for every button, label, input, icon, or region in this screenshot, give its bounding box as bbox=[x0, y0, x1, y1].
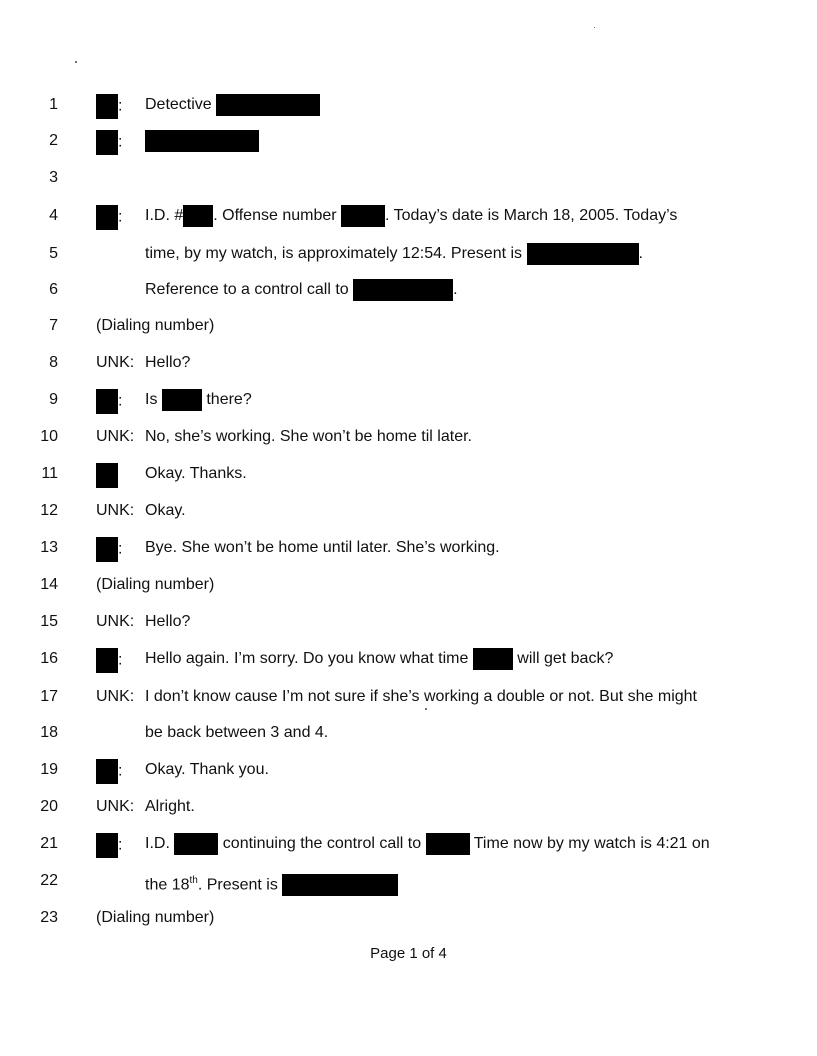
line-text: Okay. Thank you. bbox=[145, 761, 269, 778]
transcript-line bbox=[0, 389, 817, 411]
transcript-line bbox=[0, 870, 817, 892]
line-text: Okay. bbox=[145, 502, 186, 519]
transcript-line bbox=[0, 722, 817, 744]
line-number: 9 bbox=[49, 391, 58, 408]
transcript-line bbox=[0, 426, 817, 448]
redaction-box bbox=[96, 833, 118, 858]
redaction-box bbox=[96, 648, 118, 673]
speaker: UNK: bbox=[96, 798, 135, 815]
line-number: 4 bbox=[49, 207, 58, 224]
transcript-line bbox=[0, 648, 817, 670]
redaction-box bbox=[96, 205, 118, 230]
line-number: 5 bbox=[49, 245, 58, 262]
line-text: No, she’s working. She won’t be home til later. bbox=[145, 428, 472, 445]
redaction-box bbox=[282, 874, 398, 896]
line-text: Bye. She won’t be home until later. She’s working. bbox=[145, 539, 500, 556]
redaction-box bbox=[145, 130, 259, 152]
speaker: : bbox=[96, 833, 122, 858]
line-number: 8 bbox=[49, 354, 58, 371]
line-number: 13 bbox=[40, 539, 58, 556]
line-number: 19 bbox=[40, 761, 58, 778]
line-text: Is there? bbox=[145, 389, 252, 411]
speaker: UNK: bbox=[96, 354, 135, 371]
line-number: 12 bbox=[40, 502, 58, 519]
redaction-box bbox=[96, 389, 118, 414]
speaker: UNK: bbox=[96, 613, 135, 630]
redaction-box bbox=[426, 833, 470, 855]
speaker: : bbox=[96, 389, 122, 414]
redaction-box bbox=[216, 94, 320, 116]
redaction-box bbox=[96, 537, 118, 562]
line-number: 18 bbox=[40, 724, 58, 741]
line-text: I don’t know cause I’m not sure if she’s working a double or not. But she might bbox=[145, 688, 697, 705]
speaker: : bbox=[96, 537, 122, 562]
transcript-line bbox=[0, 130, 817, 152]
speaker bbox=[96, 463, 118, 488]
line-number: 16 bbox=[40, 650, 58, 667]
line-number: 11 bbox=[41, 465, 58, 482]
line-text: Hello? bbox=[145, 613, 191, 630]
line-text: Reference to a control call to . bbox=[145, 279, 458, 301]
speaker: UNK: bbox=[96, 428, 135, 445]
redaction-box bbox=[96, 463, 118, 488]
line-text: (Dialing number) bbox=[96, 909, 215, 926]
transcript-line bbox=[0, 796, 817, 818]
transcript-line bbox=[0, 500, 817, 522]
line-text: the 18th. Present is bbox=[145, 870, 398, 896]
line-text: Detective bbox=[145, 94, 320, 116]
page-number: Page 1 of 4 bbox=[370, 945, 447, 962]
redaction-box bbox=[96, 759, 118, 784]
line-text: be back between 3 and 4. bbox=[145, 724, 329, 741]
line-number: 15 bbox=[40, 613, 58, 630]
redaction-box bbox=[473, 648, 513, 670]
line-text: Hello? bbox=[145, 354, 191, 371]
transcript-line bbox=[0, 315, 817, 337]
redaction-box bbox=[353, 279, 453, 301]
line-number: 3 bbox=[49, 169, 58, 186]
line-number: 20 bbox=[40, 798, 58, 815]
line-number: 1 bbox=[49, 96, 58, 113]
line-number: 22 bbox=[40, 872, 58, 889]
line-text: Hello again. I’m sorry. Do you know what time will get back? bbox=[145, 648, 613, 670]
transcript-line bbox=[0, 167, 817, 189]
speaker: : bbox=[96, 130, 122, 155]
transcript-line bbox=[0, 243, 817, 265]
transcript-line bbox=[0, 463, 817, 485]
transcript-line bbox=[0, 833, 817, 855]
transcript-line bbox=[0, 205, 817, 227]
scan-speck bbox=[425, 708, 427, 710]
transcript-line bbox=[0, 352, 817, 374]
speaker: : bbox=[96, 759, 122, 784]
redaction-box bbox=[162, 389, 202, 411]
line-number: 14 bbox=[40, 576, 58, 593]
line-text: I.D. # . Offense number . Today’s date is March 18, 2005. Today’s bbox=[145, 205, 677, 227]
line-text: Alright. bbox=[145, 798, 195, 815]
line-text bbox=[145, 130, 259, 152]
line-number: 7 bbox=[49, 317, 58, 334]
redaction-box bbox=[183, 205, 213, 227]
transcript-line bbox=[0, 537, 817, 559]
speaker: UNK: bbox=[96, 502, 135, 519]
redaction-box bbox=[96, 94, 118, 119]
line-number: 23 bbox=[40, 909, 58, 926]
transcript-line bbox=[0, 686, 817, 708]
speaker: UNK: bbox=[96, 688, 135, 705]
line-number: 17 bbox=[40, 688, 58, 705]
line-number: 6 bbox=[49, 281, 58, 298]
line-number: 10 bbox=[40, 428, 58, 445]
redaction-box bbox=[96, 130, 118, 155]
line-text: I.D. continuing the control call to Time now by my watch is 4:21 on bbox=[145, 833, 710, 855]
line-text: (Dialing number) bbox=[96, 317, 215, 334]
transcript-line bbox=[0, 907, 817, 929]
scan-speck bbox=[594, 27, 595, 28]
speaker: : bbox=[96, 205, 122, 230]
scan-speck bbox=[75, 61, 77, 63]
redaction-box bbox=[174, 833, 218, 855]
redaction-box bbox=[341, 205, 385, 227]
transcript-line bbox=[0, 279, 817, 301]
speaker: : bbox=[96, 94, 122, 119]
line-text: time, by my watch, is approximately 12:54. Present is . bbox=[145, 243, 643, 265]
transcript-line bbox=[0, 759, 817, 781]
speaker: : bbox=[96, 648, 122, 673]
line-number: 2 bbox=[49, 132, 58, 149]
line-number: 21 bbox=[40, 835, 58, 852]
line-text: (Dialing number) bbox=[96, 576, 215, 593]
transcript-line bbox=[0, 574, 817, 596]
line-text: Okay. Thanks. bbox=[145, 465, 247, 482]
redaction-box bbox=[527, 243, 639, 265]
transcript-line bbox=[0, 94, 817, 116]
transcript-line bbox=[0, 611, 817, 633]
